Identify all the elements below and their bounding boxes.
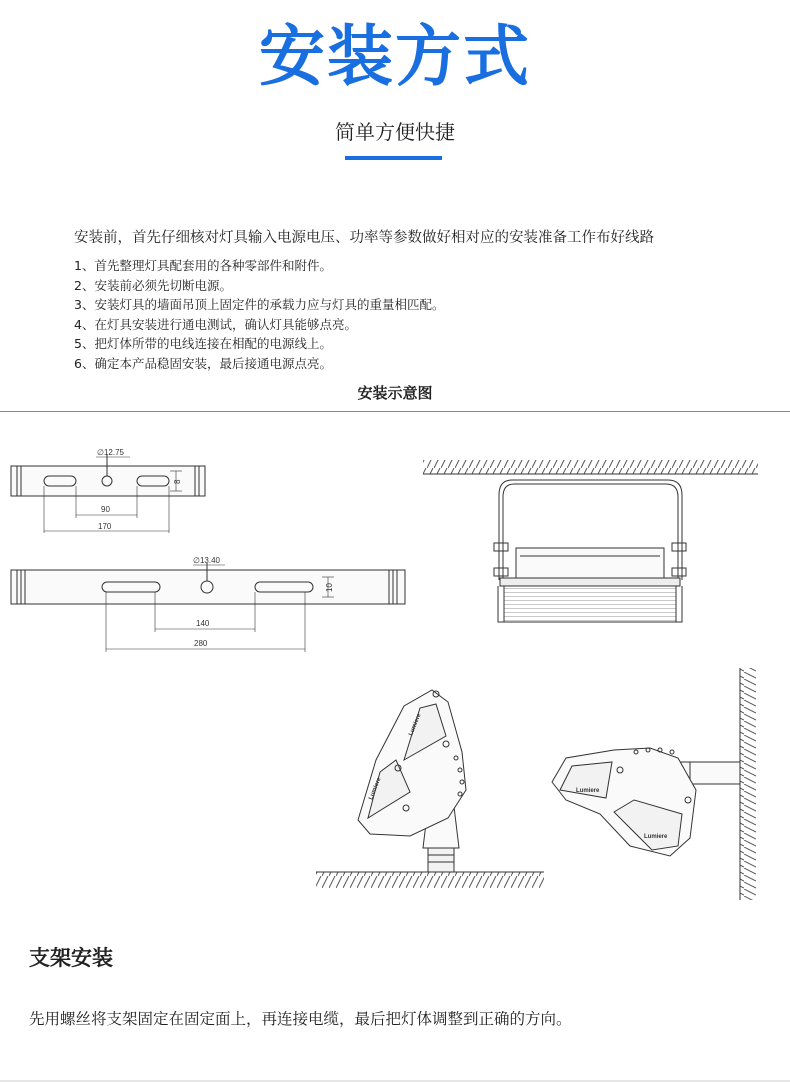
page-subtitle: 简单方便快捷	[335, 120, 455, 144]
floor-lamp-brand-b: Lumiere	[408, 712, 423, 737]
floor-lamp-brand-a: Lumiere	[368, 776, 383, 801]
step-item: 5、把灯体所带的电线连接在相配的电源线上。	[74, 336, 332, 351]
wall-mount-drawing	[552, 668, 756, 900]
step-item: 6、确定本产品稳固安装，最后接通电源点亮。	[74, 355, 332, 371]
large-bracket-drawing	[11, 563, 405, 652]
intro-text: 安装前，首先仔细核对灯具输入电源电压、功率等参数做好相对应的安装准备工作布好线路	[74, 230, 654, 246]
step-item: 1、首先整理灯具配套用的各种零部件和附件。	[74, 258, 332, 273]
large-hole-label: ∅13.40	[193, 556, 220, 565]
step-item: 2、安装前必须先切断电源。	[74, 277, 232, 293]
section-title: 支架安装	[29, 946, 113, 970]
ceiling-mount-drawing	[423, 460, 758, 622]
large-height-label: 10	[325, 583, 334, 592]
wall-lamp-brand-a: Lumiere	[576, 788, 600, 794]
large-spacing-label: 140	[196, 619, 210, 628]
small-height-label: 8	[173, 479, 182, 484]
section-text: 先用螺丝将支架固定在固定面上，再连接电缆，最后把灯体调整到正确的方向。	[29, 1010, 572, 1028]
small-hole-label: ∅12.75	[97, 448, 124, 457]
wall-lamp-brand-b: Lumiere	[644, 834, 668, 840]
diagram-title: 安装示意图	[357, 384, 433, 402]
step-item: 4、在灯具安装进行通电测试，确认灯具能够点亮。	[74, 316, 357, 332]
step-item: 3、安装灯具的墙面吊顶上固定件的承载力应与灯具的重量相匹配。	[74, 297, 445, 312]
large-length-label: 280	[194, 639, 208, 648]
floor-mount-drawing	[316, 690, 544, 888]
page-title: 安装方式	[259, 18, 531, 95]
small-length-label: 170	[98, 522, 112, 531]
small-spacing-label: 90	[101, 505, 110, 514]
